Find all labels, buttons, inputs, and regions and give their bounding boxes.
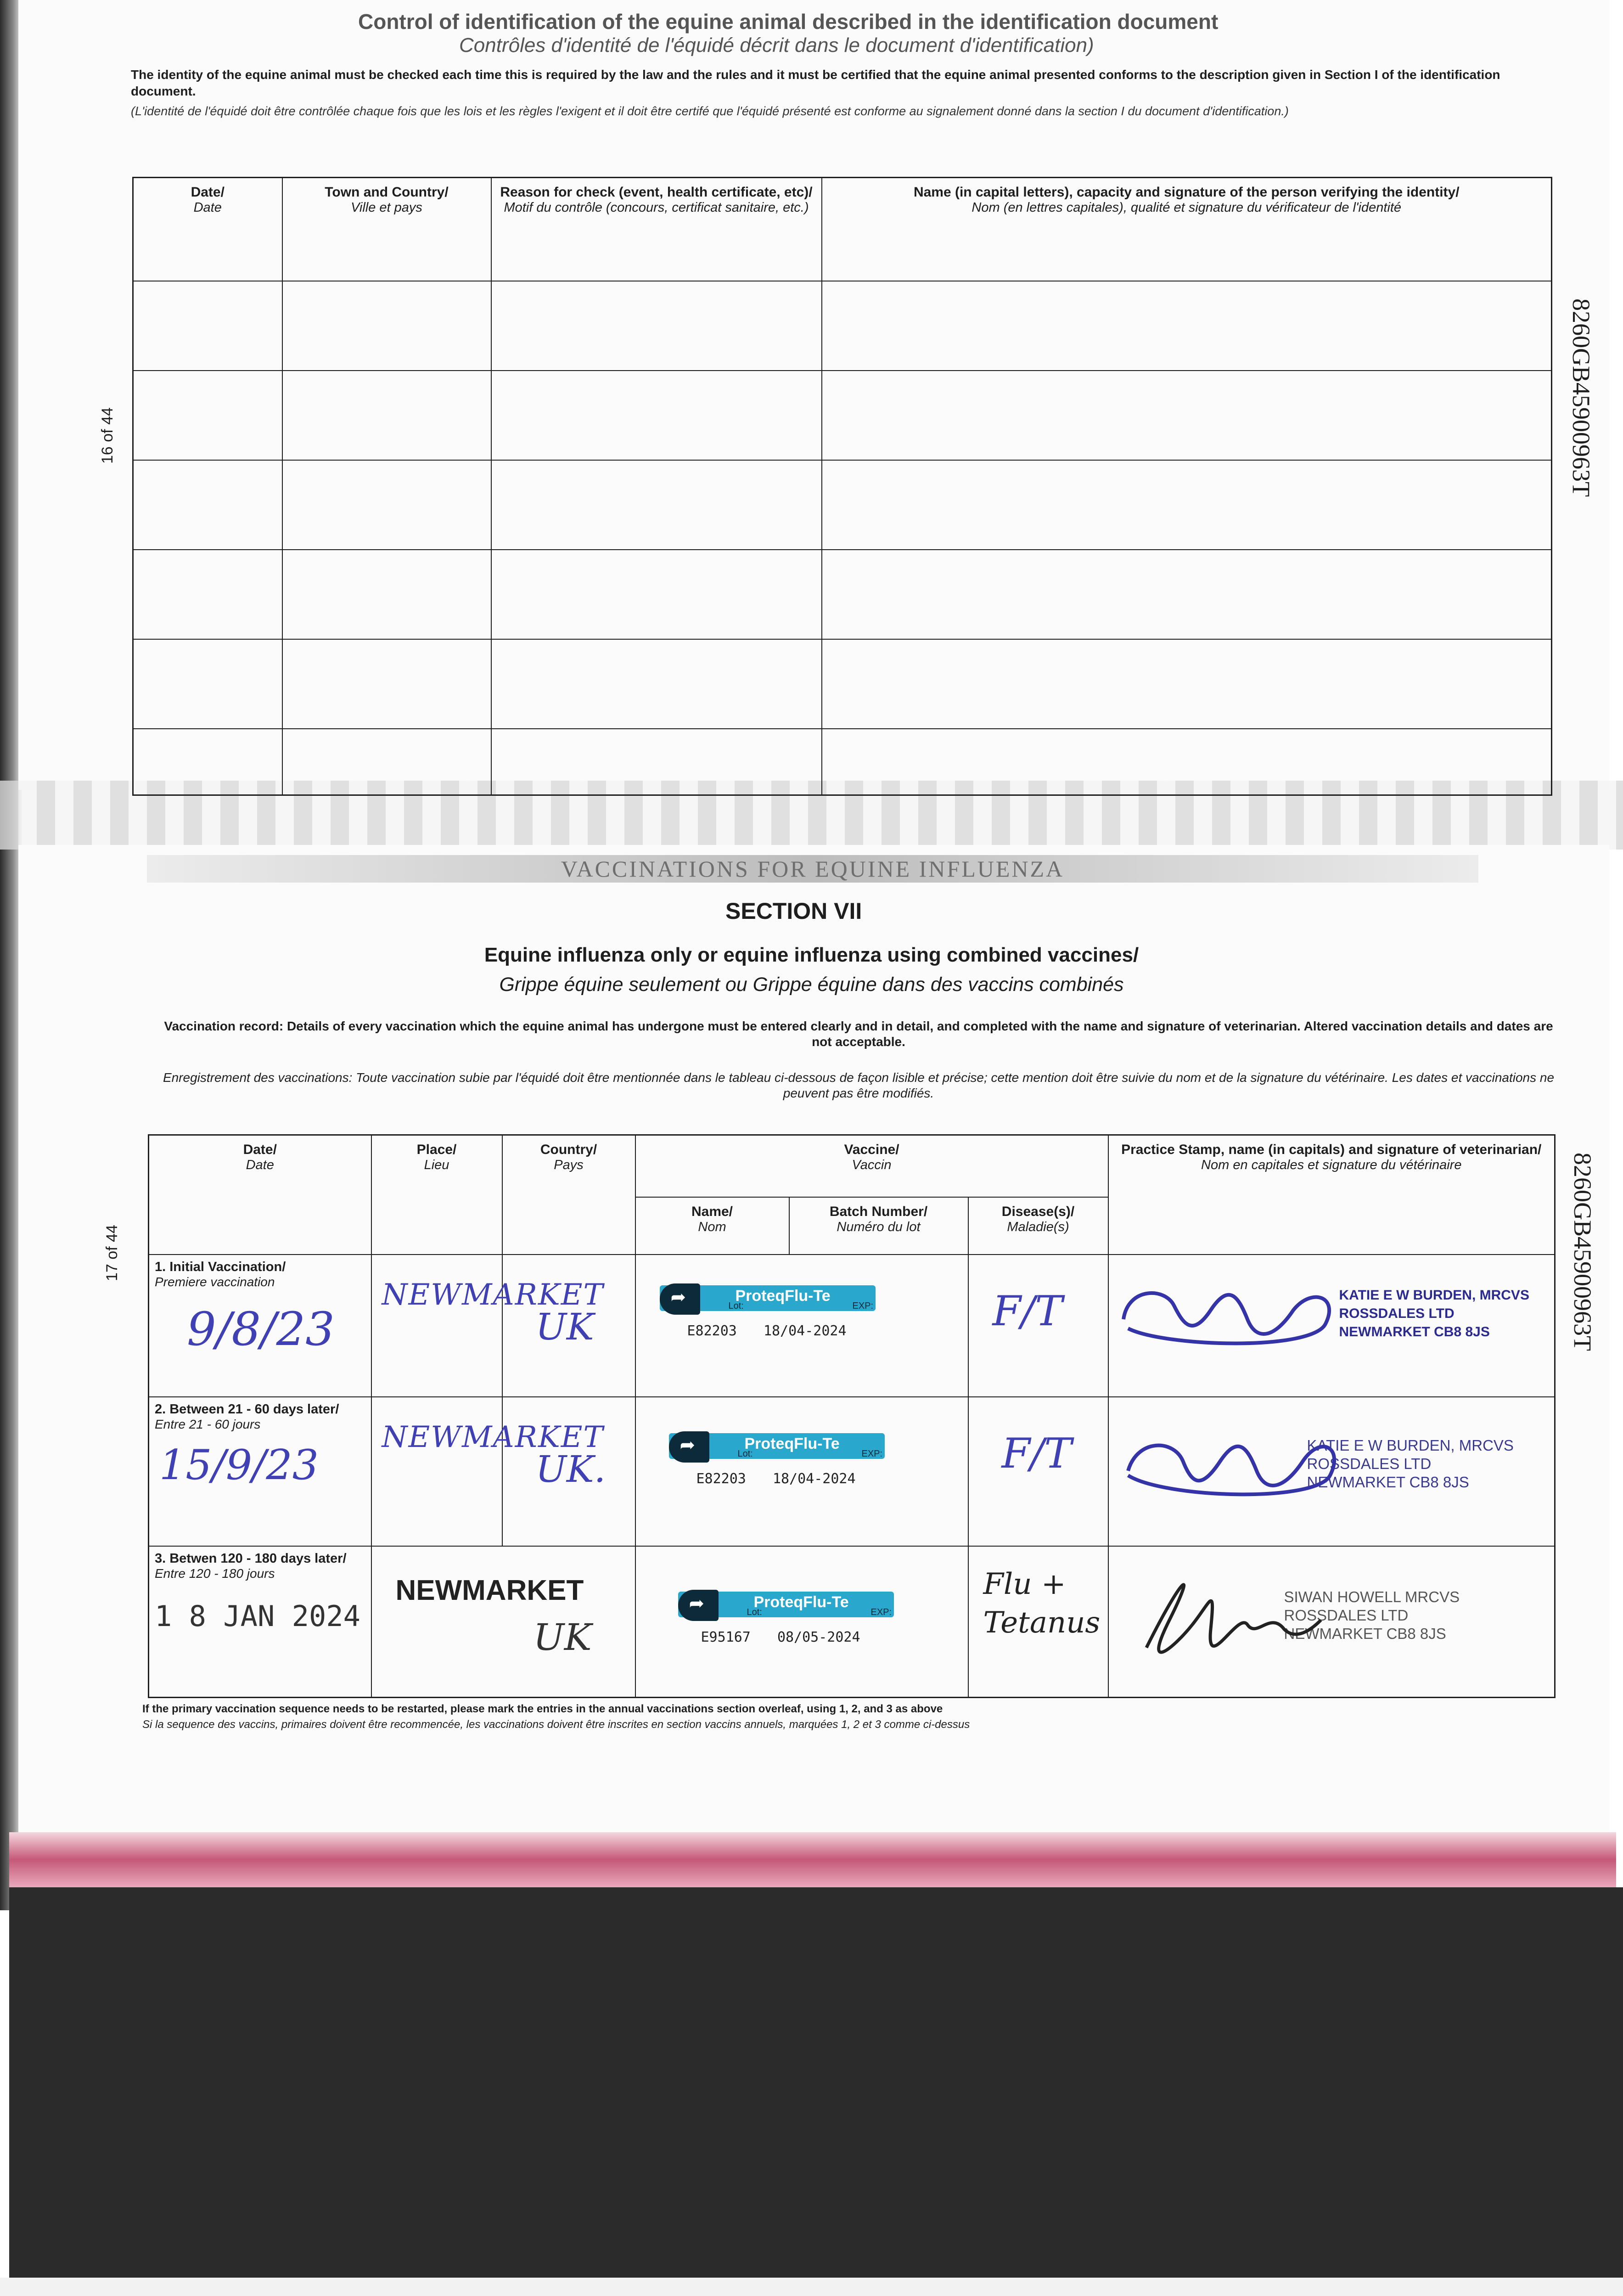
batch-number: E82203 bbox=[696, 1470, 746, 1487]
vaccine-sticker: ➦ ProteqFlu-Te Lot: EXP: bbox=[669, 1429, 899, 1463]
section-subtitle-fr: Grippe équine seulement ou Grippe équine dans des vaccins combinés bbox=[499, 974, 1124, 996]
vaccination-row-3 bbox=[149, 1546, 1555, 1698]
vaccination-date-cell[interactable]: 3. Betwen 120 - 180 days later/ Entre 120 - 180 jours 1 8 JAN 2024 bbox=[149, 1546, 371, 1698]
batch-expiry: 18/04-2024 bbox=[772, 1470, 856, 1487]
practice-stamp: KATIE E W BURDEN, MRCVS ROSSDALES LTD NEWMARKET CB8 8JS bbox=[1307, 1436, 1514, 1491]
date-stamp: 1 8 JAN 2024 bbox=[155, 1599, 360, 1633]
vet-signature bbox=[1110, 1420, 1348, 1508]
vaccination-record-note-fr: Enregistrement des vaccinations: Toute vaccination subie par l'équidé doit être mentionnée dans le tableau ci-dessous de façon lisible et précise; cette mention doit être suivie du nom et de la signature du vétérinaire. Les dates et vaccinations ne peuvent pas être modifiés. bbox=[163, 1070, 1555, 1100]
passport-serial-bottom: 8260GB45900963T bbox=[1569, 1153, 1596, 1351]
vaccine-sticker: ➦ ProteqFlu-Te Lot: EXP: bbox=[660, 1282, 889, 1316]
place-country-cell[interactable] bbox=[371, 1546, 635, 1698]
disease-cell[interactable] bbox=[968, 1546, 1108, 1698]
batch-expiry: 08/05-2024 bbox=[777, 1629, 860, 1645]
vaccination-table bbox=[148, 1134, 1556, 1698]
batch-line bbox=[701, 1629, 962, 1645]
batch-number: E95167 bbox=[701, 1629, 751, 1645]
col-country: Country/ Pays bbox=[502, 1135, 635, 1255]
col-disease: Disease(s)/ Maladie(s) bbox=[968, 1197, 1108, 1255]
col-reason: Reason for check (event, health certificate, etc)/ Motif du contrôle (concours, certificat sanitaire, etc.) bbox=[491, 178, 822, 281]
disease-cell[interactable] bbox=[968, 1255, 1108, 1397]
batch-line bbox=[696, 1471, 962, 1487]
batch-number: E82203 bbox=[687, 1322, 737, 1339]
handwritten-country: UK bbox=[533, 1615, 592, 1659]
restart-note: If the primary vaccination sequence needs to be restarted, please mark the entries in the annual vaccinations section overleaf, using 1, 2, and 3 as above bbox=[142, 1703, 943, 1715]
vaccination-row-1 bbox=[149, 1255, 1555, 1397]
vaccination-date-cell[interactable]: 1. Initial Vaccination/ Premiere vaccination 9/8/23 bbox=[149, 1255, 371, 1397]
page-number-bottom: 17 of 44 bbox=[103, 1225, 121, 1281]
vet-stamp-cell[interactable] bbox=[1108, 1397, 1555, 1546]
passport-serial-top: 8260GB45900963T bbox=[1567, 298, 1595, 497]
table-row bbox=[133, 550, 1552, 639]
vaccine-sticker: ➦ ProteqFlu-Te Lot: EXP: bbox=[678, 1588, 908, 1622]
identification-intro-fr: (L'identité de l'équidé doit être contrôlée chaque fois que les lois et les règles l'exigent et il doit être certifé que l'équidé présenté est conforme au signalement donné dans la section I du document d'identification.) bbox=[131, 104, 1289, 118]
handwritten-country: UK. bbox=[535, 1447, 606, 1491]
restart-note-fr: Si la sequence des vaccins, primaires doivent être recommencée, les vaccinations doivent être inscrites en section vaccins annuels, marquées 1, 2 et 3 comme ci-dessus bbox=[142, 1718, 970, 1731]
place-stamp: NEWMARKET bbox=[395, 1574, 584, 1606]
handwritten-date: 9/8/23 bbox=[187, 1302, 335, 1356]
identification-check-table bbox=[132, 177, 1552, 796]
handwritten-disease: F/T bbox=[992, 1287, 1063, 1335]
table-row bbox=[133, 281, 1552, 371]
table-row bbox=[133, 729, 1552, 795]
col-verifier: Name (in capital letters), capacity and signature of the person verifying the identity/ Nom (en lettres capitales), qualité et signature du vérificateur de l'identité bbox=[822, 178, 1552, 281]
identification-control-title: Control of identification of the equine animal described in the identification document bbox=[358, 10, 1219, 34]
batch-expiry: 18/04-2024 bbox=[763, 1322, 847, 1339]
handwritten-date: 15/9/23 bbox=[159, 1441, 319, 1489]
passport-cover-edge bbox=[9, 1832, 1616, 1887]
vaccine-sticker-cell[interactable] bbox=[635, 1255, 968, 1397]
col-vaccine: Vaccine/ Vaccin bbox=[635, 1135, 1108, 1197]
page-number-top: 16 of 44 bbox=[99, 407, 116, 464]
col-vaccine-name: Name/ Nom bbox=[635, 1197, 789, 1255]
handwritten-disease: Flu + Tetanus bbox=[983, 1567, 1101, 1640]
vet-stamp-cell[interactable] bbox=[1108, 1546, 1555, 1698]
vaccination-row-2 bbox=[149, 1397, 1555, 1546]
disease-cell[interactable] bbox=[968, 1397, 1108, 1546]
practice-stamp: SIWAN HOWELL MRCVS ROSSDALES LTD NEWMARKET CB8 8JS bbox=[1284, 1588, 1460, 1642]
handwritten-place: NEWMARKET bbox=[382, 1420, 604, 1454]
vet-stamp-cell[interactable] bbox=[1108, 1255, 1555, 1397]
table-row bbox=[133, 371, 1552, 460]
vaccine-sticker-cell[interactable] bbox=[635, 1397, 968, 1546]
sticker-arrow-icon: ➦ bbox=[670, 1287, 686, 1307]
section-subtitle: Equine influenza only or equine influenza using combined vaccines/ bbox=[484, 944, 1139, 966]
col-batch-number: Batch Number/ Numéro du lot bbox=[789, 1197, 968, 1255]
country-cell[interactable] bbox=[502, 1255, 635, 1397]
col-place: Place/ Lieu bbox=[371, 1135, 502, 1255]
scanner-margin bbox=[0, 2278, 1623, 2296]
batch-line bbox=[687, 1323, 962, 1339]
sticker-arrow-icon: ➦ bbox=[689, 1593, 705, 1614]
col-date: Date/ Date bbox=[149, 1135, 371, 1255]
vet-signature bbox=[1110, 1269, 1348, 1356]
vaccination-record-note: Vaccination record: Details of every vaccination which the equine animal has undergone must be entered clearly and in detail, and completed with the name and signature of veterinarian. Altered vaccination details and dates are not acceptable. bbox=[164, 1019, 1553, 1049]
vaccine-sticker-cell[interactable] bbox=[635, 1546, 968, 1698]
vaccination-date-cell[interactable]: 2. Between 21 - 60 days later/ Entre 21 - 60 jours 15/9/23 bbox=[149, 1397, 371, 1546]
table-row bbox=[133, 639, 1552, 729]
section-title: SECTION VII bbox=[725, 898, 862, 924]
country-cell[interactable] bbox=[502, 1397, 635, 1546]
handwritten-country: UK bbox=[535, 1305, 594, 1348]
scanner-background bbox=[9, 1887, 1623, 2296]
table-row bbox=[133, 460, 1552, 550]
vet-signature bbox=[1119, 1556, 1330, 1666]
identification-intro: The identity of the equine animal must be checked each time this is required by the law and the rules and it must be certified that the equine animal presented conforms to the description given in Section I of the identification document. bbox=[131, 68, 1500, 98]
vaccination-header-top bbox=[149, 1135, 1555, 1197]
handwritten-disease: F/T bbox=[1001, 1429, 1072, 1478]
col-veterinarian: Practice Stamp, name (in capitals) and signature of veterinarian/ Nom en capitales et signature du vétérinaire bbox=[1108, 1135, 1555, 1255]
identification-control-title-fr: Contrôles d'identité de l'équidé décrit dans le document d'identification) bbox=[459, 34, 1094, 56]
vaccination-band: VACCINATIONS FOR EQUINE INFLUENZA bbox=[147, 855, 1478, 883]
identification-table-header bbox=[133, 178, 1552, 281]
col-date: Date/ Date bbox=[133, 178, 282, 281]
handwritten-place: NEWMARKET bbox=[382, 1277, 604, 1312]
sticker-arrow-icon: ➦ bbox=[680, 1435, 696, 1455]
practice-stamp: KATIE E W BURDEN, MRCVS ROSSDALES LTD NEWMARKET CB8 8JS bbox=[1339, 1287, 1529, 1339]
col-town-country: Town and Country/ Ville et pays bbox=[282, 178, 491, 281]
